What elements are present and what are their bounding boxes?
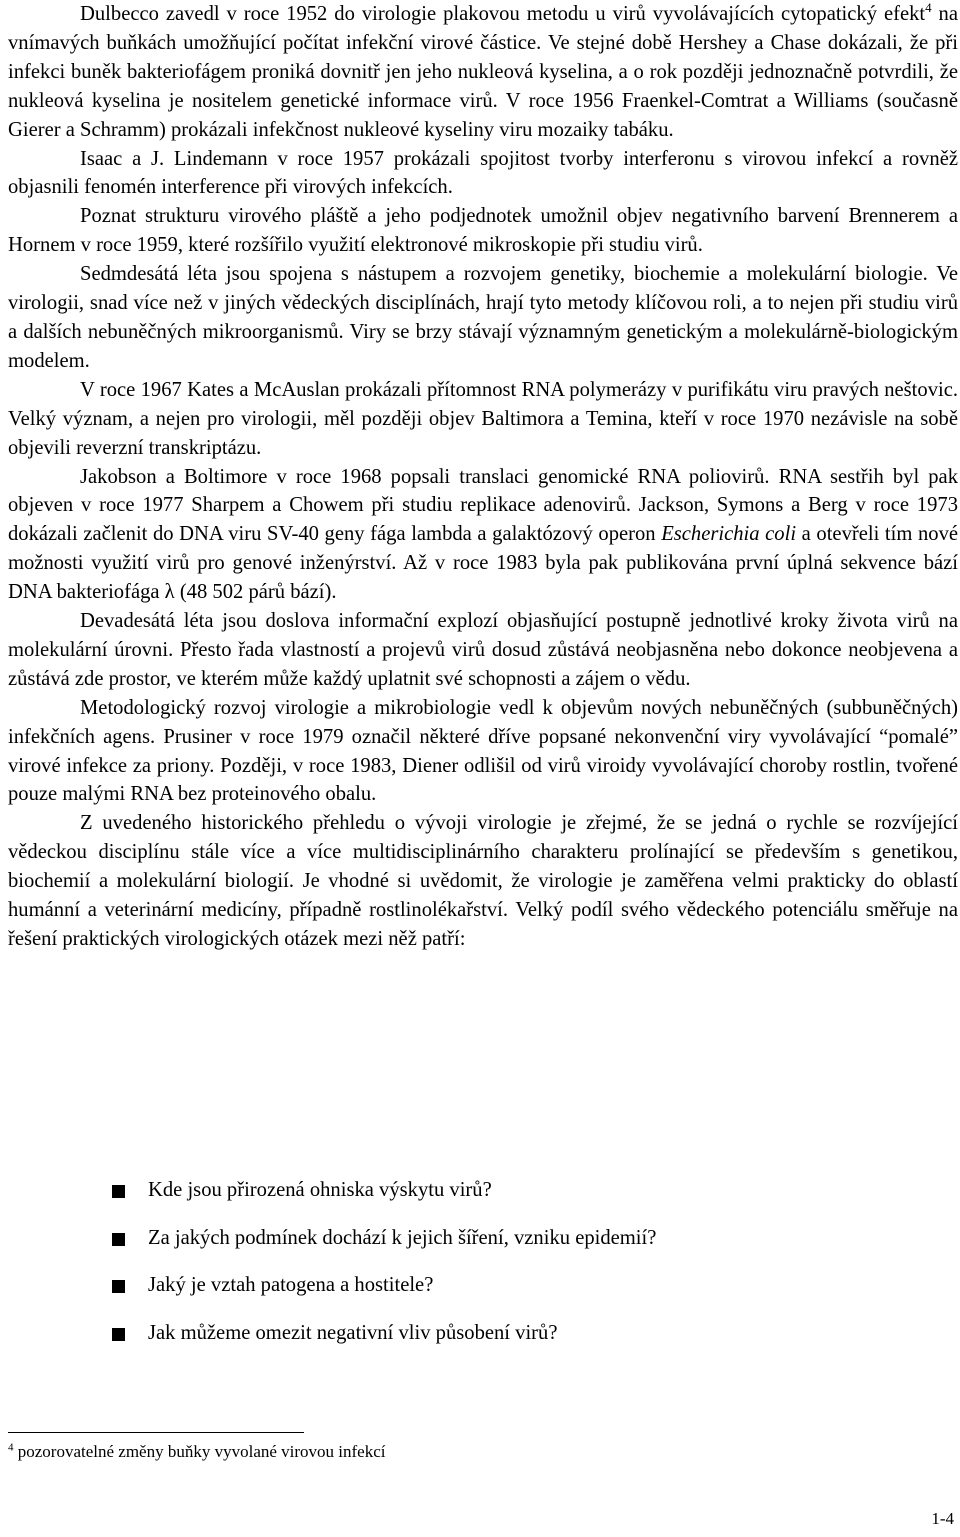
paragraph-rna-polymerase: V roce 1967 Kates a McAuslan prokázali přítomnost RNA polymerázy v purifikátu viru pravých neštovic. Velký význam, a nejen pro virologii, měl později objev Baltimora a Temina, kteří v roce 1970 nezávisle na sobě objevili reverzní transkriptázu. (8, 378, 958, 459)
footnote-reference: 4 (925, 0, 932, 16)
footnote: $^4$ pozorovatelné změny buňky vyvolané virovou infekcí (8, 1441, 386, 1461)
page-number: 1-4 (931, 1509, 954, 1528)
paragraph-dulbecco: Dulbecco zavedl v roce 1952 do virologie plakovou metodu u virů vyvolávajících cytopatický efekt$^4$ na vnímavých buňkách umožňující počítat infekční virové částice. Ve stejné době Hershey a Chase dokázali, že při infekci buněk bakteriofágem proniká dovnitř jen jeho nukleová kyselina, a o rok později jednoznačně potvrdili, že nukleová kyselina je nositelem genetické informace virů. V roce 1956 Fraenkel-Comtrat a Williams (současně Gierer a Schramm) prokázali infekčnost nukleové kyseliny viru mozaiky tabáku. (8, 0, 958, 141)
list-item: Kde jsou přirozená ohniska výskytu virů? (112, 1176, 932, 1224)
list-item: Jaký je vztah patogena a hostitele? (112, 1271, 932, 1319)
paragraph-summary: Z uvedeného historického přehledu o vývoji virologie je zřejmé, že se jedná o rychle se rozvíjející vědeckou disciplínu stále více a více multidisciplinárního charakteru prolínající se především s genetikou, biochemií a molekulární biologií. Je vhodné si uvědomit, že virologie je zaměřena velmi prakticky do oblastí humánní a veterinární medicíny, případně rostlinolékařství. Velký podíl svého vědeckého potenciálu směřuje na řešení praktických virologických otázek mezi něž patří: (8, 812, 958, 950)
square-bullet-icon (112, 1233, 125, 1246)
footnote-divider (8, 1432, 304, 1433)
square-bullet-icon (112, 1328, 125, 1341)
paragraph-genetic-engineering: Jakobson a Boltimore v roce 1968 popsali translaci genomické RNA poliovirů. RNA sestřih byl pak objeven v roce 1977 Sharpem a Chowem při studiu replikace adenovirů. Jackson, Symons a Berg v roce 1973 dokázali začlenit do DNA viru SV-40 geny fága lambda a galaktózový operon Escherichia coli a otevřeli tím nové možnosti využití virů pro genové inženýrství. Až v roce 1983 byla pak publikována první úplná sekvence bází DNA bakteriofága λ (48 502 párů bází). (8, 465, 959, 604)
square-bullet-icon (112, 1185, 125, 1198)
paragraph-prions-viroids: Metodologický rozvoj virologie a mikrobiologie vedl k objevům nových nebuněčných (subbuněčných) infekčních agens. Prusiner v roce 1979 označil některé dříve popsané nekonvenční viry vyvolávající “pomalé” virové infekce za priony. Později, v roce 1983, Diener odlišil od virů viroidy vyvolávající choroby rostlin, tvořené pouze malými RNA bez proteinového obalu. (8, 696, 958, 806)
list-item: Jak můžeme omezit negativní vliv působení virů? (112, 1319, 932, 1367)
paragraph-negative-staining: Poznat strukturu virového pláště a jeho podjednotek umožnil objev negativního barvení Brennerem a Hornem v roce 1959, které rozšířilo využití elektronové mikroskopie při studiu virů. (8, 205, 958, 257)
document-body (8, 0, 958, 954)
list-item: Za jakých podmínek dochází k jejich šíření, vzniku epidemií? (112, 1224, 932, 1272)
paragraph-nineties: Devadesátá léta jsou doslova informační explozí objasňující postupně jednotlivé kroky života virů na molekulární úrovni. Přesto řada vlastností a projevů virů dosud zůstává neobjasněna nebo dokonce neobjevena a zůstává zde prostor, ve kterém může každý uplatnit své schopnosti a zájem o vědu. (8, 610, 958, 690)
species-name: Escherichia coli (661, 523, 797, 546)
footnote-marker: 4 (8, 1441, 14, 1454)
square-bullet-icon (112, 1280, 125, 1293)
paragraph-seventies: Sedmdesátá léta jsou spojena s nástupem a rozvojem genetiky, biochemie a molekulární biologie. Ve virologii, snad více než v jiných vědeckých disciplínách, hrají tyto metody klíčovou roli, a to nejen při studiu virů a dalších nebuněčných mikroorganismů. Viry se brzy stávají významným genetickým a molekulárně-biologickým modelem. (8, 263, 958, 372)
question-list (112, 1176, 932, 1366)
paragraph-interferon: Isaac a J. Lindemann v roce 1957 prokázali spojitost tvorby interferonu s virovou infekcí a rovněž objasnili fenomén interference při virových infekcích. (8, 147, 958, 199)
